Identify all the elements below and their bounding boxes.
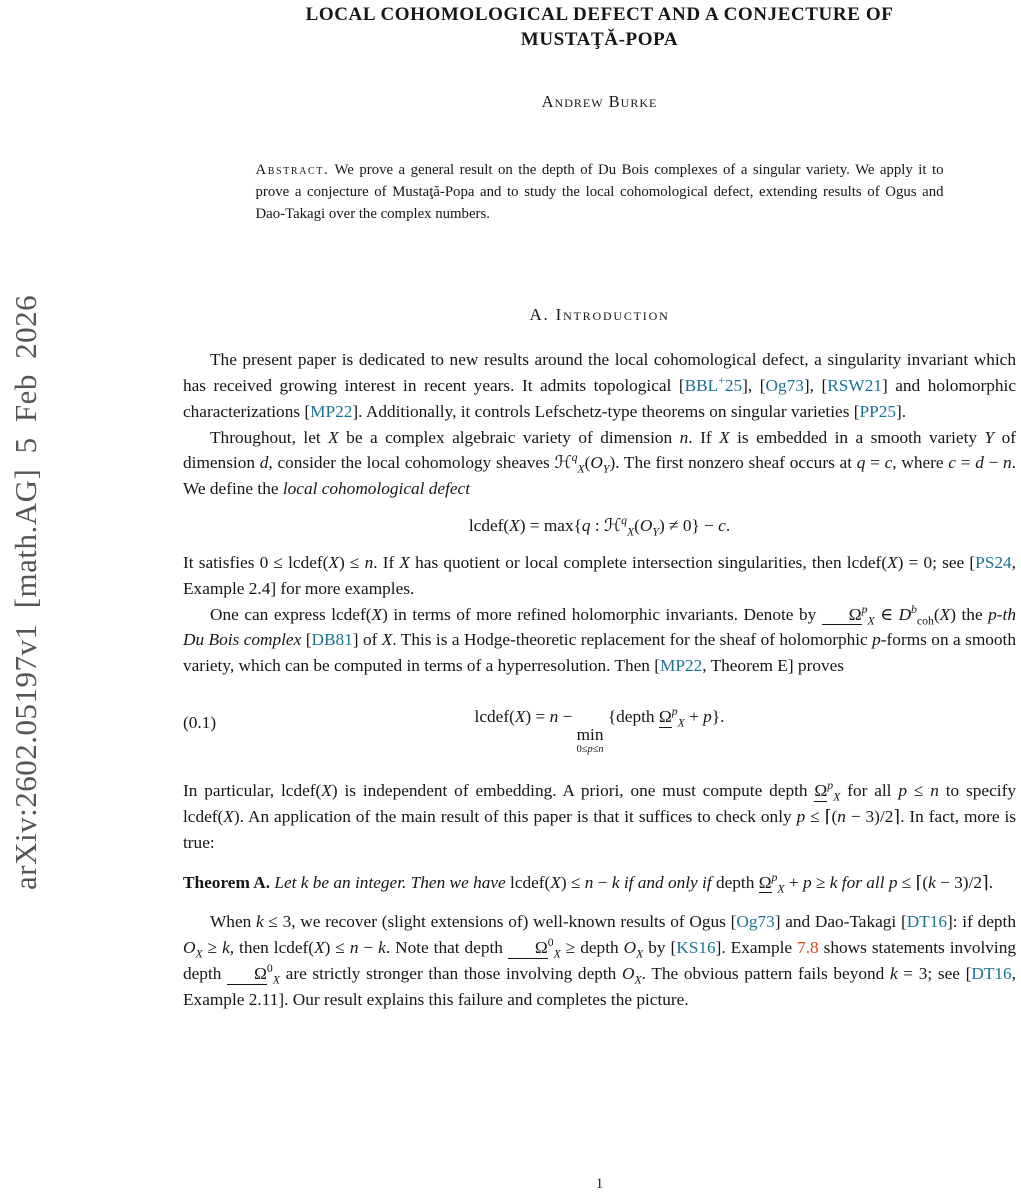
theorem-a-statement: Let k be an integer. Then we have lcdef(X) ≤ n − k if and only if depth $\Omega^p_X + p \ge k$ for all p ≤ ⌈(k − 3)/2⌉.	[274, 870, 994, 895]
paragraph-known-results: When k ≤ 3, we recover (slight extensions of) well-known results of Ogus [Og73] and Dao-Takagi [DT16]: if depth $O_X \ge k$, then lcdef(X) ≤ n − k. Note that depth $\Omega^0_X$ ≥ depth $O_X$ by [KS16]. Example 7.8 shows statements involving depth $\Omega^0_X$ are strictly stronger than those involving depth $O_X$. The obvious pattern fails beyond k = 3; see [DT16, Example 2.11]. Our result explains this failure and completes the picture.	[183, 912, 1016, 1009]
equation-lcdef-definition: lcdef(X) = max{q : $ℋ^q_X(O_Y) \ne 0\} - c$.	[468, 514, 731, 539]
example-ref-link[interactable]: 7.8	[797, 938, 819, 958]
equation-0-1	[183, 707, 1016, 756]
section-heading-introduction: A. Introduction	[529, 305, 670, 325]
paragraph-lcdef-properties: It satisfies 0 ≤ lcdef(X) ≤ n. If X has quotient or local complete intersection singularities, then lcdef(X) = 0; see [PS24, Example 2.4] for more examples.	[183, 552, 1016, 598]
abstract-block	[256, 159, 944, 225]
citation-link[interactable]: DT16	[906, 912, 948, 932]
paragraph-du-bois: One can express lcdef(X) in terms of more refined holomorphic invariants. Denote by $\Omega^p_X$ ∈ $D^b_{coh}(X)$ the p-th Du Bois complex [DB81] of X. This is a Hodge-theoretic replacement for the sheaf of holomorphic p-forms on a smooth variety, which can be computed in terms of a hyperresolution. Then [MP22, Theorem E] proves	[183, 602, 1017, 676]
abstract-text: We prove a general result on the depth of Du Bois complexes of a singular variety. We apply it to prove a conjecture of Mustaţă-Popa and to study the local cohomological defect, extending results of Ogus and Dao-Takagi over the complex numbers.	[255, 162, 944, 223]
citation-link[interactable]: MP22	[660, 656, 703, 676]
paragraph-embedding-independence: In particular, lcdef(X) is independent of embedding. A priori, one must compute depth $\Omega^p_X$ for all p ≤ n to specify lcdef(X). An application of the main result of this paper is that it suffices to check only p ≤ ⌈(n − 3)/2⌉. In fact, more is true:	[183, 779, 1016, 852]
citation-link[interactable]: DT16	[971, 963, 1012, 983]
citation-link[interactable]: KS16	[676, 938, 716, 958]
paper-title-line2: MUSTAŢĂ-POPA	[520, 29, 679, 51]
paragraph-overview: The present paper is dedicated to new results around the local cohomological defect, a singularity invariant which has received growing interest in recent years. It admits topological [BBL+25], [Og73], [RSW21] and holomorphic characterizations [MP22]. Additionally, it controls Lefschetz-type theorems on singular varieties [PP25].	[183, 350, 1017, 421]
citation-link[interactable]: MP22	[310, 401, 353, 421]
citation-link[interactable]: Og73	[765, 375, 804, 395]
paper-content	[183, 0, 1016, 1013]
paper-title-line1: LOCAL COHOMOLOGICAL DEFECT AND A CONJECTURE OF	[305, 4, 894, 25]
theorem-a	[183, 870, 1016, 896]
paragraph-setup: Throughout, let X be a complex algebraic variety of dimension n. If X is embedded in a smooth variety Y of dimension d, consider the local cohomology sheaves $ℋ^q_X(O_Y)$. The first nonzero sheaf occurs at q = c, where c = d − n. We define the local cohomological defect	[183, 427, 1017, 499]
citation-link[interactable]: Og73	[736, 912, 775, 932]
arxiv-watermark: arXiv:2602.05197v1 [math.AG] 5 Feb 2026	[8, 294, 43, 890]
theorem-a-label: Theorem A.	[183, 872, 271, 892]
citation-link[interactable]: BBL+25	[684, 374, 743, 395]
paper-title	[183, 2, 1016, 52]
citation-link[interactable]: PS24	[975, 552, 1012, 572]
paper-body	[183, 347, 1016, 1012]
equation-tag: (0.1)	[183, 712, 217, 732]
citation-link[interactable]: RSW21	[827, 375, 882, 395]
equation-0-1-body: lcdef(X) = n − min 0≤p≤n {depth $\Omega^p_X + p$}.	[474, 705, 725, 756]
abstract-label: Abstract.	[255, 162, 330, 179]
citation-link[interactable]: PP25	[859, 401, 897, 421]
page-number: 1	[595, 1176, 604, 1192]
citation-link[interactable]: DB81	[311, 630, 353, 650]
author-name: Andrew Burke	[541, 92, 658, 112]
